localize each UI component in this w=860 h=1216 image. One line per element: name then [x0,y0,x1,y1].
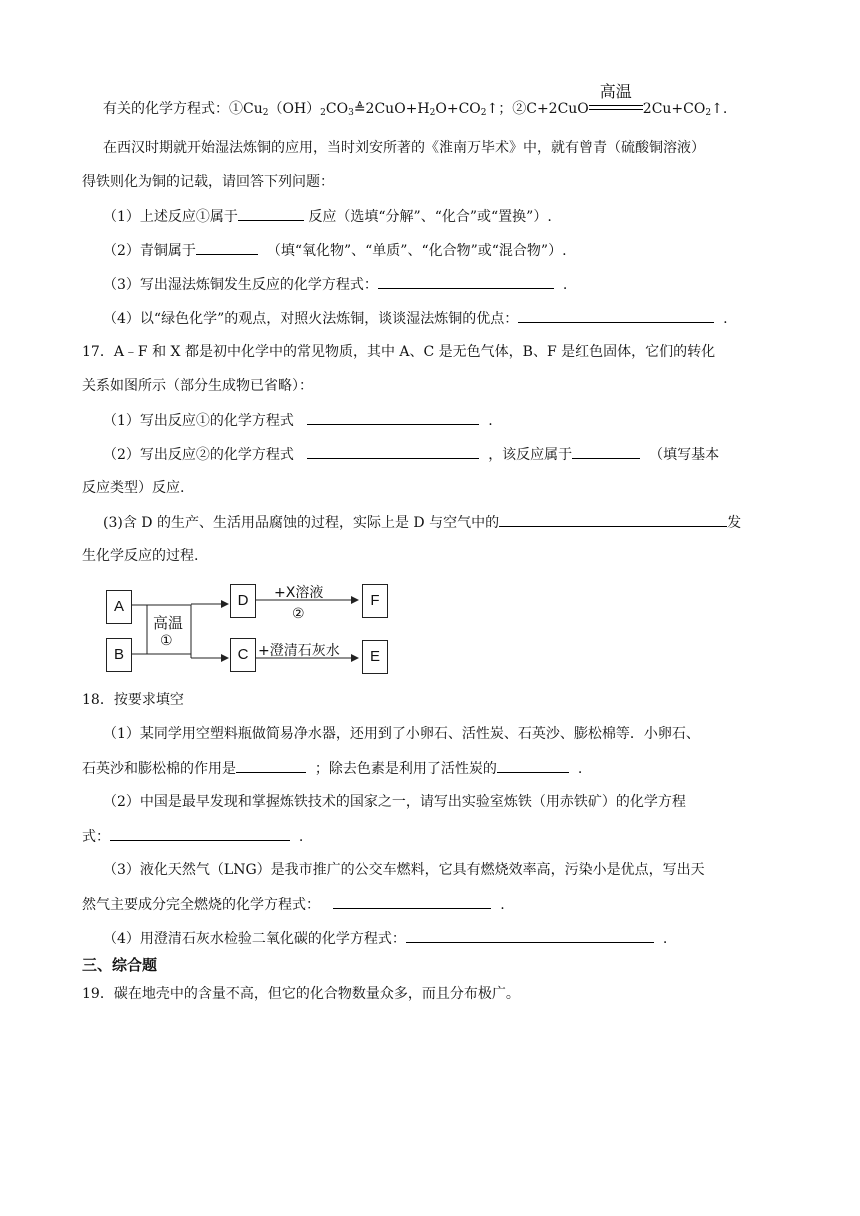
q-text: 然气主要成分完全燃烧的化学方程式： [82,897,320,913]
problem-17-cont: 关系如图所示（部分生成物已省略）： [82,378,313,394]
q-text: ；除去色素是利用了活性炭的 [314,761,497,777]
q-text: （4）以“绿色化学”的观点，对照火法炼铜，谈谈湿法炼铜的优点： [103,311,519,327]
answer-blank[interactable] [518,308,714,323]
condition-high-temp: 高温 [153,614,184,632]
box-b: B [106,638,132,672]
eq-text-5: O+CO [435,101,481,117]
answer-blank[interactable] [238,206,304,221]
reaction-number-2: ② [292,606,305,622]
p17-question-2-cont: 反应类型）反应. [82,480,185,496]
high-temp-condition [589,82,643,113]
problem-19: 19．碳在地壳中的含量不高，但它的化合物数量众多，而且分布极广。 [82,986,520,1002]
q-text: （1）上述反应①属于 [103,209,238,225]
eq-text-8: ↑. [711,101,728,117]
answer-blank[interactable] [406,928,654,943]
cond-label: 高温 [599,82,632,101]
p18-question-2: （2）中国是最早发现和掌握炼铁技术的国家之一，请写出实验室炼铁（用赤铁矿）的化学方程 [103,794,686,810]
paragraph-line: 得铁则化为铜的记载，请回答下列问题： [82,174,334,190]
answer-blank[interactable] [236,758,306,773]
q-text: . [298,829,304,845]
double-line [589,105,643,110]
sub: 2 [320,108,326,118]
answer-blank[interactable] [196,240,258,255]
section-heading: 三、综合题 [82,956,158,974]
reaction-number-1: ① [160,633,173,649]
q-text: 式： [82,829,110,845]
question-1 [103,206,552,227]
sub: 2 [705,108,712,118]
p18-question-1: （1）某同学用空塑料瓶做简易净水器，还用到了小卵石、活性炭、石英沙、膨松棉等．小卵石、 [103,726,700,742]
eq-text-6: ↑；②C+2CuO [486,101,589,117]
q-text: 反应（选填“分解”、“化合”或“置换”）. [308,209,552,225]
problem-18: 18．按要求填空 [82,692,184,708]
equation-line [103,82,728,123]
answer-blank[interactable] [378,274,554,289]
q-text: . [577,761,583,777]
q-text: （填写基本 [649,447,720,463]
condition-x-solution: +X溶液 [274,585,324,601]
q-text: . [500,897,505,913]
eq-text-4: ≜2CuO+H [353,101,430,117]
q-text: （2）青铜属于 [103,243,196,259]
question-4 [103,308,728,329]
q-text: （4）用澄清石灰水检验二氧化碳的化学方程式： [103,931,406,947]
q-text: ，该反应属于 [488,447,573,463]
p17-question-3-cont: 生化学反应的过程. [82,548,199,564]
q-text: （2）写出反应②的化学方程式 [103,447,294,463]
answer-blank[interactable] [333,894,491,909]
answer-blank[interactable] [499,512,727,527]
p18-question-1-cont [82,758,582,779]
p18-question-3-cont [82,894,505,915]
condition-limewater: +澄清石灰水 [258,643,340,659]
answer-blank[interactable] [307,444,479,459]
eq-text-3: CO [325,101,349,117]
sub: 2 [480,108,487,118]
sub: 2 [262,108,269,118]
p18-question-3: （3）液化天然气（LNG）是我市推广的公交车燃料，它具有燃烧效率高，污染小是优点，写出天 [103,862,705,878]
q-text: 发 [727,515,742,531]
p18-question-4 [103,928,667,949]
q-text: (3)含 D 的生产、生活用品腐蚀的过程，实际上是 D 与空气中的 [103,515,500,531]
box-a: A [106,590,132,624]
box-e: E [362,640,388,674]
q-text: . [662,931,668,947]
answer-blank[interactable] [307,410,479,425]
p17-question-2 [103,444,719,465]
sub: 3 [348,108,354,118]
q-text: （3）写出湿法炼铜发生反应的化学方程式： [103,277,378,293]
box-d: D [230,584,256,618]
sub: 2 [429,108,436,118]
box-c: C [230,638,256,672]
box-f: F [362,584,388,618]
problem-17: 17．A﹣F 和 X 都是初中化学中的常见物质，其中 A、C 是无色气体，B、F 是红色固体，它们的转化 [82,344,716,360]
p17-question-1 [103,410,493,431]
eq-text-2: （OH） [268,101,321,117]
reaction-diagram [100,578,400,678]
question-3 [103,274,567,295]
eq-text-7: 2Cu+CO [642,101,706,117]
p17-question-3 [103,512,741,533]
question-2 [103,240,567,261]
eq-text-1: 有关的化学方程式：①Cu [103,101,263,117]
answer-blank[interactable] [110,826,290,841]
q-text: 石英沙和膨松棉的作用是 [82,761,236,777]
q-text: （填“氧化物”、“单质”、“化合物”或“混合物”）. [266,243,567,259]
answer-blank[interactable] [497,758,569,773]
answer-blank[interactable] [572,444,640,459]
q-text: . [488,413,493,429]
q-text: . [562,277,568,293]
q-text: . [723,311,728,327]
p18-question-2-cont [82,826,303,847]
q-text: （1）写出反应①的化学方程式 [103,413,294,429]
paragraph-line: 在西汉时期就开始湿法炼铜的应用，当时刘安所著的《淮南万毕术》中，就有曾青（硫酸铜溶液） [103,140,705,156]
